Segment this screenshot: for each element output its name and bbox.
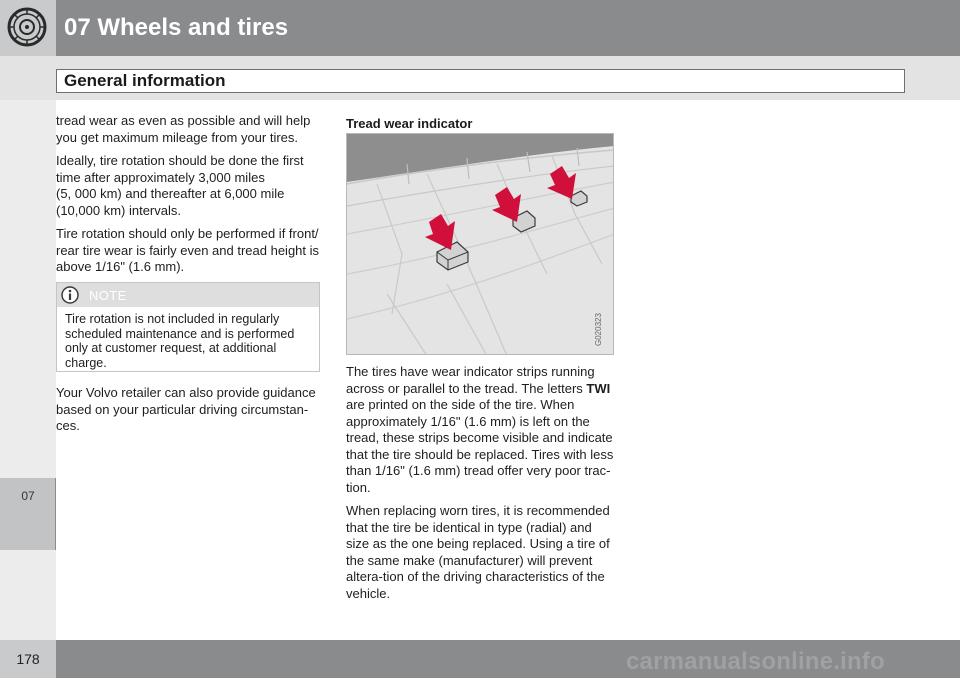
figure-code: G020323 — [594, 313, 603, 346]
chapter-tab[interactable] — [0, 478, 56, 550]
paragraph — [56, 153, 320, 219]
chapter-title: 07 Wheels and tires — [64, 14, 289, 41]
note-text: Tire rotation is not included in regularly scheduled maintenance and is performed only at customer request, at additional charge. — [65, 312, 295, 370]
section-title: General information — [64, 71, 226, 90]
paragraph-line: (5, 000 km) and thereafter at 6,000 mile — [56, 186, 285, 201]
paragraph: Tire rotation should only be performed if front/ rear tire wear is fairly even and tread height is above 1/16" (1.6 mm). — [56, 226, 320, 274]
paragraph-part: are printed on the side of the tire. When approximately 1/16" (1.6 mm) is left on the tread, these strips become visible and indicate that the tire should be replaced. Tires with less than 1/16" (1.6 mm) tread offer very poor trac-tion. — [346, 397, 614, 495]
paragraph-part: The tires have wear indicator strips running across or parallel to the tread. The letters — [346, 364, 595, 396]
tread-wear-figure — [346, 133, 614, 355]
note-header — [57, 283, 319, 307]
paragraph-line: (10,000 km) intervals. — [56, 202, 181, 218]
paragraph — [346, 364, 614, 496]
chapter-tab-label: 07 — [21, 489, 35, 503]
note-label: NOTE — [89, 288, 127, 303]
page-number: 178 — [16, 651, 40, 667]
paragraph-line: Ideally, tire rotation should be done the first time after approximately 3,000 miles — [56, 153, 304, 185]
figure-title: Tread wear indicator — [346, 116, 473, 131]
left-column — [56, 113, 320, 283]
left-rail — [0, 100, 56, 478]
right-column-text — [346, 364, 614, 609]
twi-label: TWI — [586, 380, 611, 396]
note-box — [56, 282, 320, 372]
left-column-closing — [56, 385, 320, 442]
figure-heading — [346, 116, 614, 131]
watermark: carmanualsonline.info — [626, 648, 885, 675]
paragraph: tread wear as even as possible and will help you get maximum mileage from your tires. — [56, 113, 311, 145]
paragraph: When replacing worn tires, it is recommended that the tire be identical in type (radial) and size as the one being replaced. Using a tire of the same make (manufacturer) will prevent altera-tion of the driving characteristics of the vehicle. — [346, 503, 610, 601]
info-icon — [61, 286, 79, 304]
tire-icon — [0, 0, 56, 56]
chapter-icon-box — [0, 0, 56, 56]
paragraph: Your Volvo retailer can also provide guidance based on your particular driving circumstan-ces. — [56, 385, 316, 433]
left-rail-lower — [0, 550, 56, 640]
